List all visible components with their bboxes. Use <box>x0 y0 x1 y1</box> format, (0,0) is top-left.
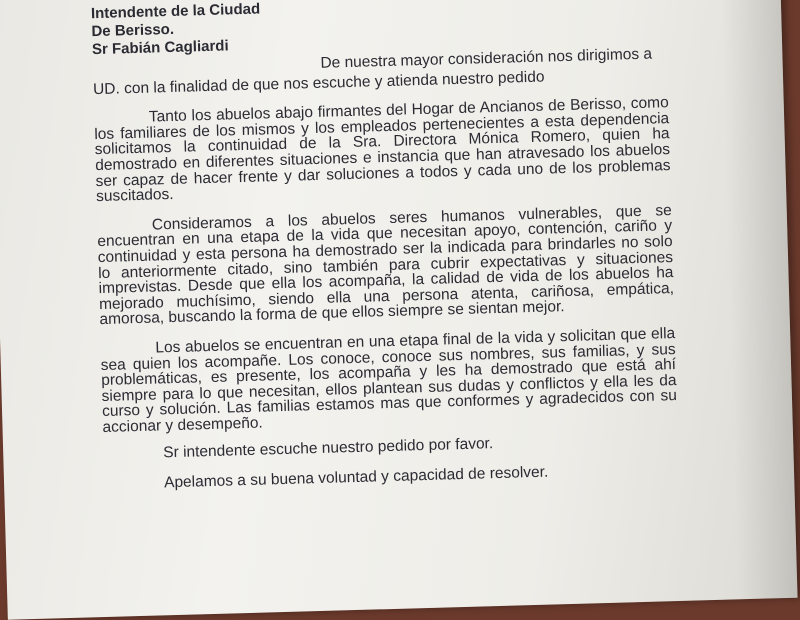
recipient-line-2: De Berisso. <box>91 20 175 41</box>
greeting-line-1: De nuestra mayor consideración nos dirigimos a <box>320 45 653 72</box>
page-shadow <box>720 0 798 599</box>
paragraph-3: Los abuelos se encuentran en una etapa final de la vida y solicitan que ella sea quien los acompañe. Los conoce, conoce sus nombres, sus familias, y sus problemáticas, es presente, los acompaña y les ha demostrado que está ahí siempre para lo que necesitan, ellos plantean sus dudas y conflictos y ella les da curso y solución. Las familias estamos mas que conformes y agradecidos con su accionar y desempeño. <box>100 324 678 436</box>
recipient-line-3: Sr Fabián Cagliardi <box>91 37 229 59</box>
closing-line-1: Sr intendente escuche nuestro pedido por favor. <box>163 435 494 462</box>
letter-body <box>91 0 679 493</box>
paragraph-2: Consideramos a los abuelos seres humanos vulnerables, que se encuentran en una etapa de la vida que necesitan apoyo, contención, cariño y continuidad y esta persona ha demostrado ser la indicada para brindarles no solo lo anteriormente citado, sino también para cubrir expectativas y situaciones imprevistas. Desde que ella los acompaña, la calidad de vida de los abuelos ha mejorado muchísimo, siendo ella una persona atenta, cariñosa, empática, amorosa, buscando la forma de que ellos siempre se sientan mejor. <box>97 201 675 329</box>
closing-line-2: Apelamos a su buena voluntad y capacidad de resolver. <box>163 463 549 492</box>
paragraph-1: Tanto los abuelos abajo firmantes del Hogar de Ancianos de Berisso, como los familiares de los mismos y los empleados pertenecientes a esta dependencia solicitamos la continuidad de la Sra. Directora Mónica Romero, quien ha demostrado en diferentes situaciones e instancia que han atravesado los abuelos ser capaz de hacer frente y dar soluciones a todos y cada uno de los problemas suscitados. <box>94 94 671 206</box>
greeting-line-2: UD. con la finalidad de que nos escuche y atienda nuestro pedido <box>92 68 545 98</box>
recipient-line-1: Intendente de la Ciudad <box>90 0 261 23</box>
